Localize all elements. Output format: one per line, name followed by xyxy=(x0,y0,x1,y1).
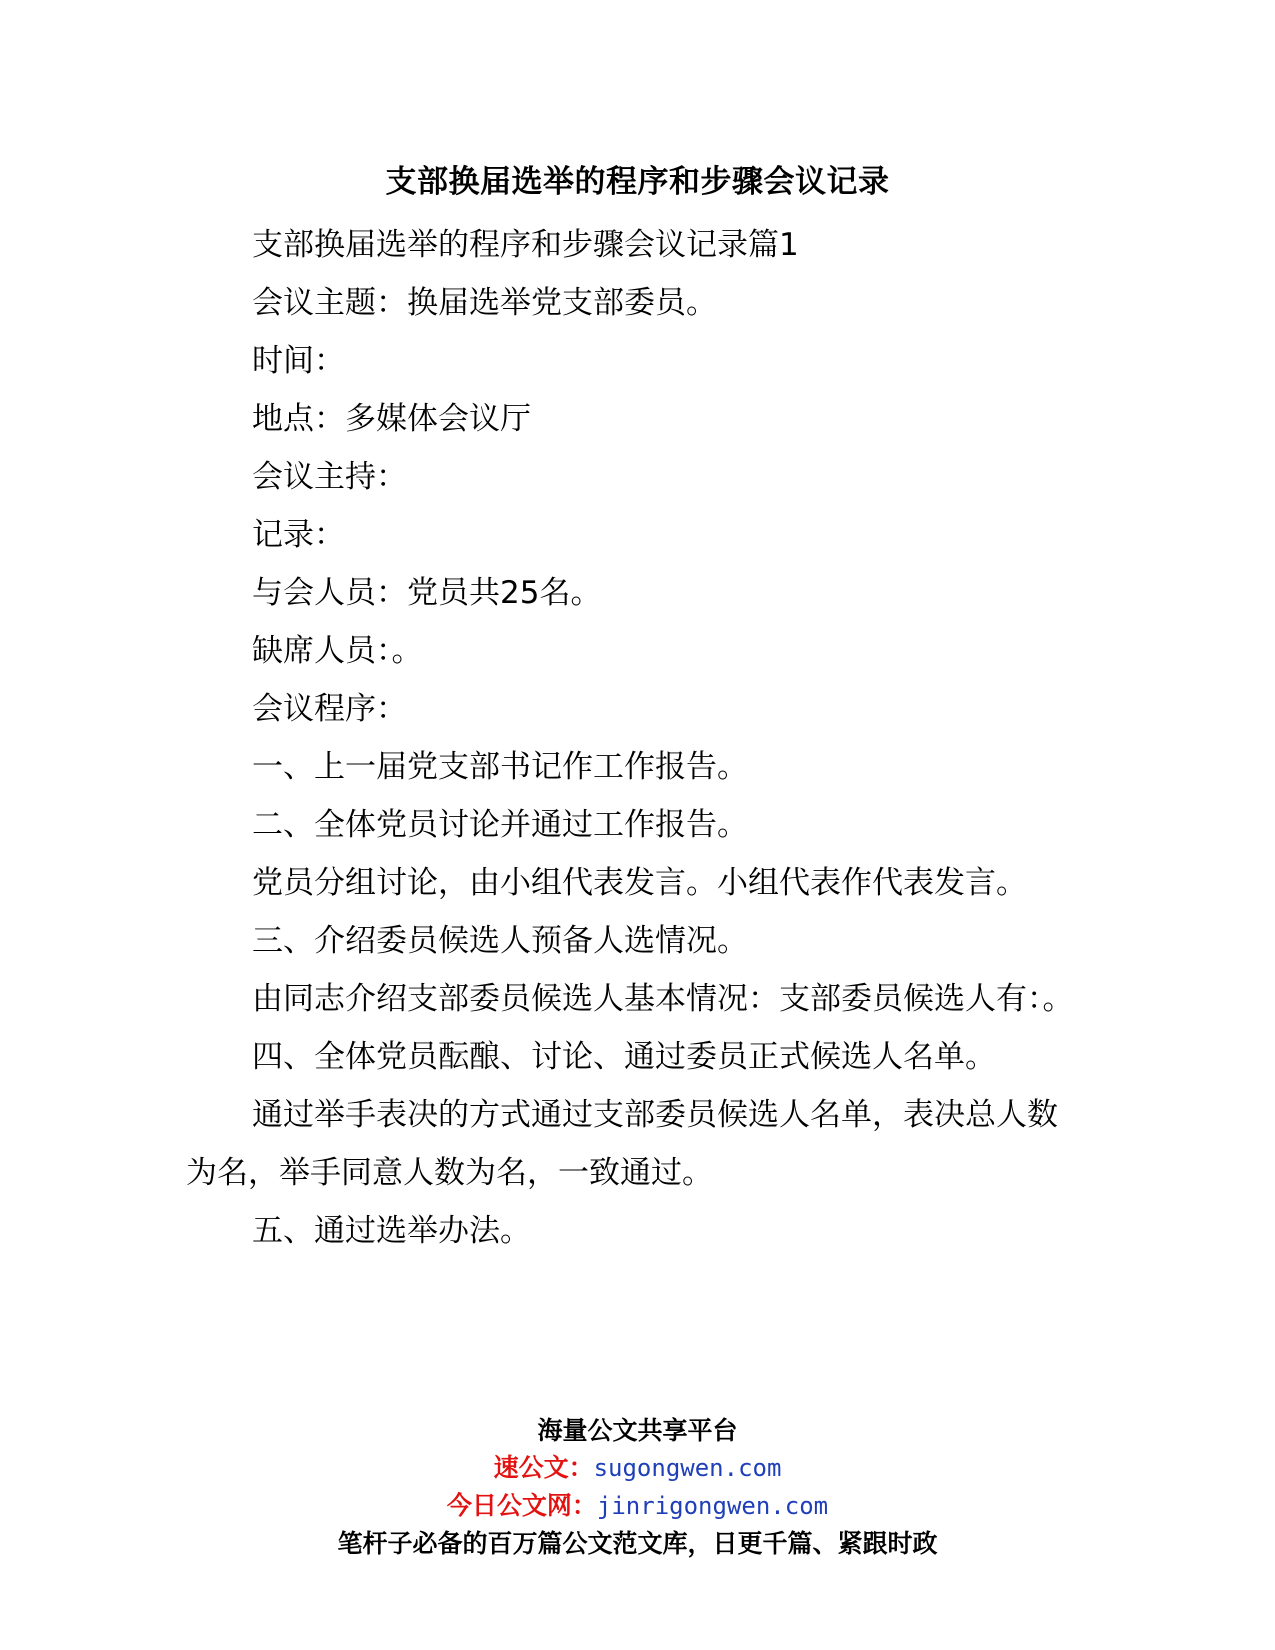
document-body xyxy=(186,216,1086,1260)
paragraph-agenda: 会议程序： xyxy=(252,691,407,727)
paragraph-location: 地点：多媒体会议厅 xyxy=(252,401,531,437)
paragraph-vote: 通过举手表决的方式通过支部委员候选人名单，表决总人数为名，举手同意人数为名，一致通过。 xyxy=(186,1097,1058,1191)
paragraph-heading: 支部换届选举的程序和步骤会议记录篇1 xyxy=(252,227,799,263)
paragraph-attendees: 与会人员：党员共25名。 xyxy=(252,575,602,611)
paragraph-group-discussion: 党员分组讨论，由小组代表发言。小组代表作代表发言。 xyxy=(252,865,1027,901)
footer-site2-label: 今日公文网： xyxy=(446,1491,597,1520)
paragraph-item-2: 二、全体党员讨论并通过工作报告。 xyxy=(252,807,748,843)
footer xyxy=(0,1412,1275,1562)
paragraph-absentees: 缺席人员：。 xyxy=(252,633,423,669)
paragraph-item-4: 四、全体党员酝酿、讨论、通过委员正式候选人名单。 xyxy=(252,1039,996,1075)
footer-platform: 海量公文共享平台 xyxy=(537,1416,738,1445)
paragraph-candidate-intro: 由同志介绍支部委员候选人基本情况：支部委员候选人有：。 xyxy=(252,981,1074,1017)
paragraph-item-5: 五、通过选举办法。 xyxy=(252,1213,531,1249)
paragraph-time: 时间： xyxy=(252,343,345,379)
paragraph-item-3: 三、介绍委员候选人预备人选情况。 xyxy=(252,923,748,959)
footer-site2-link[interactable]: jinrigongwen.com xyxy=(596,1492,829,1520)
paragraph-item-1: 一、上一届党支部书记作工作报告。 xyxy=(252,749,748,785)
footer-site1-link[interactable]: sugongwen.com xyxy=(593,1454,782,1482)
footer-site2 xyxy=(0,1487,1275,1525)
document-title: 支部换届选举的程序和步骤会议记录 xyxy=(385,164,890,200)
footer-site1-label: 速公文： xyxy=(493,1453,594,1482)
footer-site1 xyxy=(0,1449,1275,1487)
footer-slogan: 笔杆子必备的百万篇公文范文库，日更千篇、紧跟时政 xyxy=(337,1529,938,1558)
paragraph-meeting-topic: 会议主题：换届选举党支部委员。 xyxy=(252,285,717,321)
paragraph-host: 会议主持： xyxy=(252,459,407,495)
paragraph-recorder: 记录： xyxy=(252,517,345,553)
